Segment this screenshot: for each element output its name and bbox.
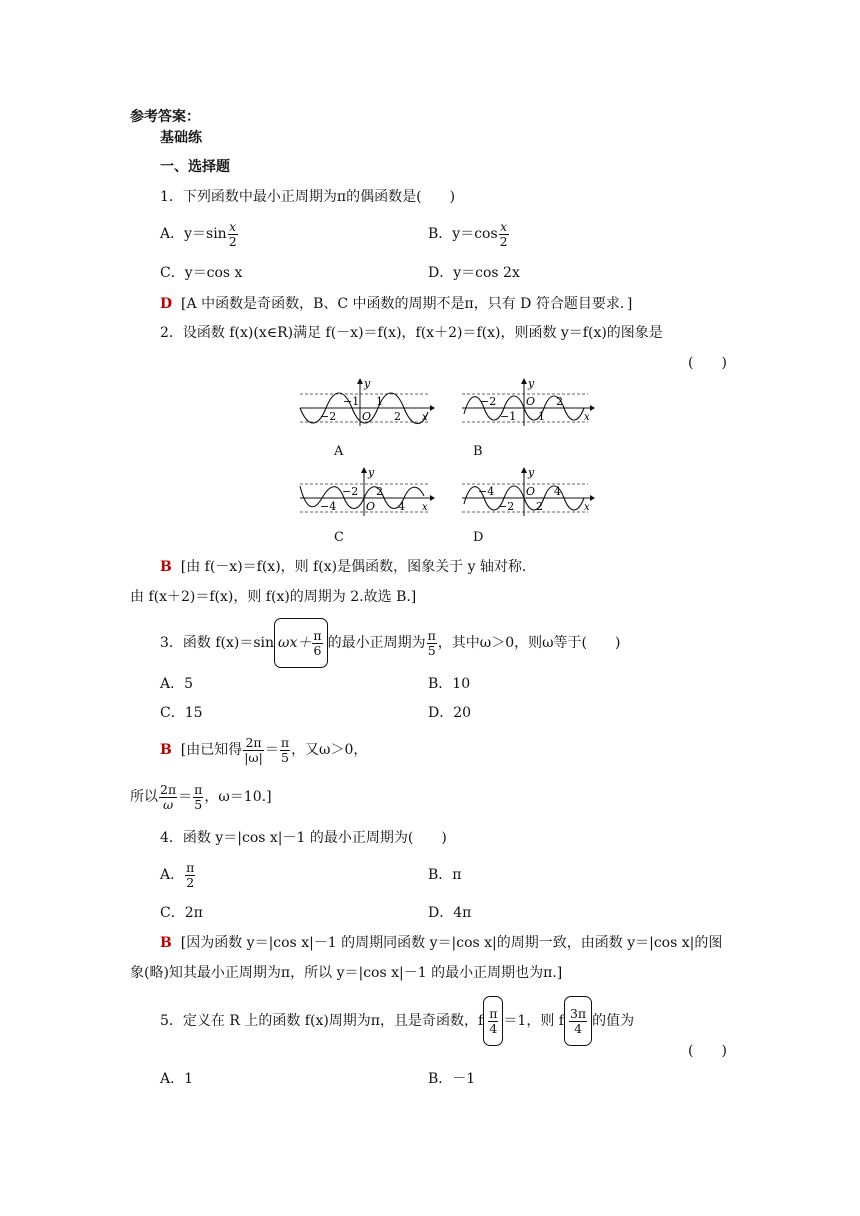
q5-option-b: B．－1 <box>428 1071 476 1087</box>
q3-bracket: ωx＋ $\frac{\pi}{6}$ <box>274 618 328 668</box>
q1-stem: 1．下列函数中最小正周期为π的偶函数是( ) <box>160 189 456 205</box>
graph-b-label: −2 <box>480 395 497 408</box>
q4-option-a: A． $\frac{\pi}{2}$ <box>160 860 195 890</box>
graph-a-label: −1 <box>343 395 360 408</box>
q4-option-b: B．π <box>428 867 462 883</box>
q1-option-c: C．y＝cos x <box>160 265 243 281</box>
graph-a-label: O <box>362 410 372 423</box>
graph-d-label: −4 <box>478 485 495 498</box>
graph-b-label: −1 <box>500 410 517 423</box>
q3-option-d: D．20 <box>428 705 472 721</box>
q2-explanation-line1: [由 f(－x)＝f(x)，则 f(x)是偶函数，图象关于 y 轴对称． <box>180 559 536 575</box>
graph-a <box>298 378 436 428</box>
q3-stem: 3．函数 f(x)＝sin ωx＋ $\frac{\pi}{6}$ 的最小正周期为 $\frac{\pi}{5}$ ，其中ω＞0，则ω等于( ) <box>160 618 620 668</box>
q3-option-b: B．10 <box>428 676 471 692</box>
q1-answer <box>160 297 632 311</box>
graph-c-label: −2 <box>342 485 359 498</box>
graph-b-label: y <box>528 378 535 390</box>
graph-c-label: 4 <box>398 500 405 513</box>
graph-d-label: O <box>526 485 536 498</box>
graph-d <box>460 466 598 518</box>
graph-c <box>298 466 436 518</box>
q3-explanation-line2: 所以 $\frac{2\pi}{\omega}$ ＝ $\frac{\pi}{5}$ ，ω＝10.] <box>130 782 272 812</box>
graph-a-label: x <box>422 412 428 423</box>
q3-answer: B [由已知得 $\frac{2\pi}{|\omega|}$ ＝ $\frac{\pi}{5}$ ，又ω＞0， <box>160 735 368 765</box>
q4-answer-letter: B <box>160 935 172 951</box>
q2-answer-paren: ( ) <box>688 355 727 371</box>
q1-option-a: A．y＝sin $\frac{x}{2}$ <box>160 219 237 249</box>
q4-option-c: C．2π <box>160 905 203 921</box>
graph-d-label: y <box>528 466 535 479</box>
graph-b-label: x <box>584 412 590 423</box>
graph-c-label: 2 <box>376 485 383 498</box>
graph-b-caption: B <box>473 444 483 459</box>
graph-a-label: y <box>364 378 371 390</box>
q2-explanation-line2: 由 f(x＋2)＝f(x)，则 f(x)的周期为 2.故选 B.] <box>130 589 417 605</box>
graph-a-label: 1 <box>376 395 383 408</box>
q1-answer-letter: D <box>160 296 173 312</box>
graph-c-caption: C <box>334 530 344 545</box>
q5-answer-paren: ( ) <box>688 1043 727 1059</box>
graph-d-label: 4 <box>554 485 561 498</box>
graph-b-label: O <box>526 395 536 408</box>
q5-bracket-2: $\frac{3\pi}{4}$ <box>564 996 592 1046</box>
q4-stem: 4．函数 y＝|cos x|－1 的最小正周期为( ) <box>160 830 447 846</box>
q4-explanation-line2: 象(略)知其最小正周期为π，所以 y＝|cos x|－1 的最小正周期也为π.] <box>130 965 563 981</box>
graph-b <box>460 378 598 428</box>
q1-explanation: [A 中函数是奇函数，B、C 中函数的周期不是π，只有 D 符合题目要求．] <box>181 296 633 312</box>
q3-option-a: A．5 <box>160 676 194 692</box>
graph-c-label: y <box>368 466 375 479</box>
graph-d-label: x <box>584 502 590 513</box>
graph-a-caption: A <box>334 444 344 459</box>
graph-a-label: 2 <box>394 410 401 423</box>
answer-title: 参考答案： <box>130 109 200 125</box>
q1-option-d: D．y＝cos 2x <box>428 265 520 281</box>
q5-bracket-1: $\frac{\pi}{4}$ <box>483 996 503 1046</box>
graph-a-label: −2 <box>320 410 337 423</box>
section-title: 基础练 <box>160 130 202 146</box>
part-title: 一、选择题 <box>160 159 230 175</box>
graph-d-label: 2 <box>536 500 543 513</box>
q2-answer <box>160 560 536 574</box>
graph-c-label: −4 <box>320 500 337 513</box>
graph-b-label: 1 <box>538 410 545 423</box>
graph-b-label: 2 <box>556 395 563 408</box>
q5-option-a: A．1 <box>160 1071 194 1087</box>
graph-c-label: x <box>422 502 428 513</box>
q5-stem: 5．定义在 R 上的函数 f(x)周期为π，且是奇函数，f $\frac{\pi}{4}$ ＝1，则 f $\frac{3\pi}{4}$ 的值为 <box>160 996 634 1046</box>
q2-answer-letter: B <box>160 559 172 575</box>
q2-stem: 2．设函数 f(x)(x∈R)满足 f(－x)＝f(x)，f(x＋2)＝f(x)，则函数 y＝f(x)的图象是 <box>160 325 663 341</box>
q4-explanation-line1: [因为函数 y＝|cos x|－1 的周期同函数 y＝|cos x|的周期一致，由函数 y＝|cos x|的图 <box>180 935 723 951</box>
q3-answer-letter: B <box>160 742 172 758</box>
q4-option-d: D．4π <box>428 905 472 921</box>
graph-d-caption: D <box>473 530 484 545</box>
graph-c-label: O <box>366 500 376 513</box>
q1-option-b: B．y＝cos $\frac{x}{2}$ <box>428 219 508 249</box>
graph-d-label: −2 <box>498 500 515 513</box>
q4-answer <box>160 936 722 950</box>
q3-option-c: C．15 <box>160 705 203 721</box>
